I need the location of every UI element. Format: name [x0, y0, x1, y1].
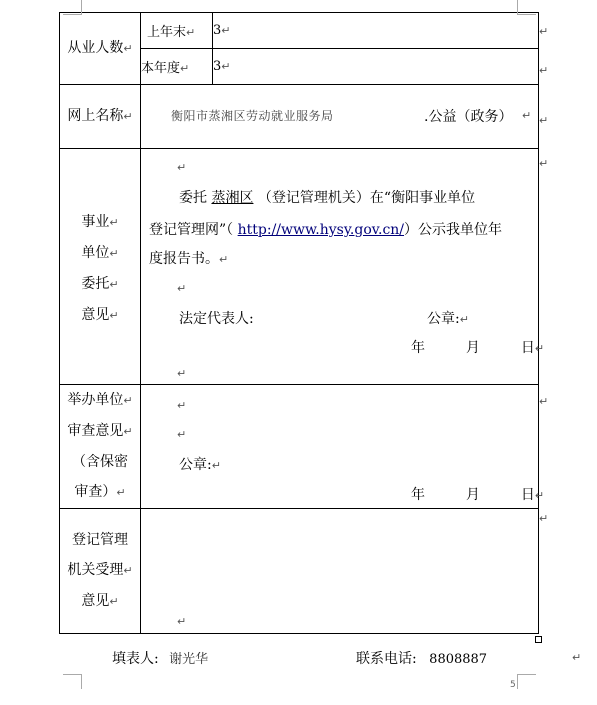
- crop-mark-bottom-right: [517, 674, 536, 689]
- online-name-value: 衡阳市蒸湘区劳动就业服务局: [171, 109, 334, 123]
- paragraph-mark: ↵: [539, 114, 549, 127]
- prev-year-end-row: [60, 13, 539, 49]
- opinion-line-1: [179, 187, 475, 207]
- host-seal-label: 公章:: [179, 457, 212, 473]
- paragraph-mark: ↵: [177, 282, 187, 295]
- opinion-seal-line: [427, 308, 469, 328]
- unit-opinion-label-line4: 意见: [81, 306, 110, 323]
- filler-name: 谢光华: [169, 652, 209, 667]
- registration-label-line3: 意见: [81, 593, 110, 609]
- paragraph-mark: ↵: [539, 512, 549, 525]
- paragraph-mark: ↵: [219, 253, 229, 266]
- phone-value: 8808887: [429, 652, 488, 667]
- legal-rep-line: [179, 308, 254, 328]
- opinion-date-line: [411, 337, 544, 357]
- paragraph-mark: ↵: [572, 651, 582, 664]
- paragraph-mark: ↵: [186, 26, 196, 39]
- page-number: 5: [510, 680, 516, 690]
- paragraph-mark: ↵: [109, 308, 119, 322]
- online-name-row: [60, 85, 539, 149]
- crop-mark-top-right: [517, 0, 536, 15]
- filler-label: 填表人:: [112, 651, 159, 667]
- paragraph-mark: ↵: [109, 595, 119, 608]
- host-review-label-line4: 审查）: [74, 484, 117, 500]
- host-review-content-cell[interactable]: [141, 385, 545, 509]
- online-name-suffix: .公益（政务）: [424, 109, 513, 125]
- paragraph-mark: ↵: [211, 459, 221, 472]
- paragraph-mark: ↵: [459, 313, 469, 326]
- opinion-month-label: 月: [465, 340, 480, 356]
- this-year-value-cell[interactable]: [213, 49, 539, 85]
- opinion-line1-text-b: （登记管理机关）在“衡阳事业单位: [257, 190, 476, 206]
- host-seal-line: [179, 454, 221, 474]
- opinion-line2-text-a: 登记管理网”（: [149, 222, 234, 238]
- paragraph-mark: ↵: [177, 428, 187, 441]
- online-name-label: 网上名称: [67, 108, 124, 124]
- opinion-line-3: [149, 248, 228, 268]
- paragraph-mark: ↵: [221, 60, 231, 73]
- paragraph-mark: ↵: [177, 367, 187, 380]
- staff-count-label-cell: [60, 13, 141, 85]
- paragraph-mark: ↵: [177, 615, 187, 628]
- paragraph-mark: ↵: [123, 394, 133, 407]
- opinion-line1-text-a: 委托: [179, 190, 207, 206]
- paragraph-mark: ↵: [539, 395, 549, 408]
- registration-opinion-label-cell: [60, 509, 141, 634]
- annual-report-form-table: [59, 12, 545, 634]
- paragraph-mark: ↵: [180, 62, 190, 75]
- paragraph-mark: ↵: [116, 486, 126, 499]
- registration-label-line2: 机关受理: [67, 562, 124, 578]
- paragraph-mark: ↵: [221, 24, 231, 37]
- registration-label-line1: 登记管理: [72, 532, 128, 548]
- paragraph-mark: ↵: [109, 277, 119, 291]
- prev-year-end-value-cell[interactable]: [213, 13, 539, 49]
- phone-line: [356, 648, 487, 668]
- unit-opinion-label-line3: 委托: [81, 275, 110, 292]
- paragraph-mark: ↵: [109, 215, 119, 229]
- paragraph-mark: ↵: [123, 42, 133, 55]
- host-review-label-line3: （含保密: [72, 454, 128, 470]
- paragraph-mark: ↵: [539, 64, 549, 77]
- table-resize-handle[interactable]: [535, 636, 542, 643]
- unit-opinion-label-line1: 事业: [81, 213, 110, 230]
- paragraph-mark: ↵: [177, 399, 187, 412]
- paragraph-mark: ↵: [534, 489, 545, 502]
- filler-line: [112, 648, 208, 668]
- host-month-label: 月: [465, 487, 480, 503]
- unit-opinion-row: [60, 149, 539, 385]
- paragraph-mark: ↵: [123, 425, 133, 438]
- prev-year-end-label-cell: [141, 13, 213, 49]
- host-review-label-line1: 举办单位: [67, 392, 124, 408]
- opinion-line3-text: 度报告书。: [149, 251, 219, 267]
- host-date-line: [411, 484, 544, 504]
- host-review-label-line2: 审查意见: [67, 423, 124, 439]
- paragraph-mark: ↵: [123, 110, 133, 123]
- online-name-label-cell: [60, 85, 141, 149]
- prev-year-end-label: 上年末: [147, 25, 187, 40]
- registration-opinion-row: [60, 509, 539, 634]
- unit-opinion-content-cell[interactable]: [141, 149, 545, 385]
- unit-opinion-label-line2: 单位: [81, 244, 110, 261]
- opinion-district: 蒸湘区: [211, 190, 254, 206]
- host-year-label: 年: [411, 487, 425, 503]
- this-year-value: 3: [213, 59, 222, 74]
- paragraph-mark: ↵: [539, 157, 549, 170]
- crop-mark-top-left: [63, 0, 82, 15]
- paragraph-mark: ↵: [522, 109, 532, 122]
- staff-count-label: 从业人数: [67, 40, 124, 56]
- paragraph-mark: ↵: [534, 342, 545, 355]
- phone-label: 联系电话:: [356, 651, 417, 667]
- registration-opinion-content-cell[interactable]: [141, 509, 539, 634]
- host-day-label: 日: [520, 487, 535, 503]
- online-name-value-cell[interactable]: [141, 85, 539, 149]
- paragraph-mark: ↵: [109, 246, 119, 260]
- opinion-line-2: [149, 219, 502, 239]
- unit-opinion-label-cell: [60, 149, 141, 385]
- opinion-line2-text-b: ）公示我单位年: [404, 222, 503, 238]
- legal-rep-label: 法定代表人:: [179, 311, 254, 327]
- crop-mark-bottom-left: [63, 674, 82, 689]
- paragraph-mark: ↵: [177, 161, 187, 174]
- host-review-label-cell: [60, 385, 141, 509]
- paragraph-mark: ↵: [539, 25, 549, 38]
- this-year-label: 本年度: [141, 61, 181, 76]
- opinion-url-link[interactable]: http://www.hysy.gov.cn/: [237, 222, 405, 238]
- paragraph-mark: ↵: [123, 564, 133, 577]
- prev-year-end-value: 3: [213, 23, 222, 38]
- this-year-label-cell: [141, 49, 213, 85]
- opinion-day-label: 日: [520, 340, 535, 356]
- opinion-year-label: 年: [411, 340, 425, 356]
- opinion-seal-label: 公章:: [427, 311, 460, 327]
- host-unit-review-row: [60, 385, 539, 509]
